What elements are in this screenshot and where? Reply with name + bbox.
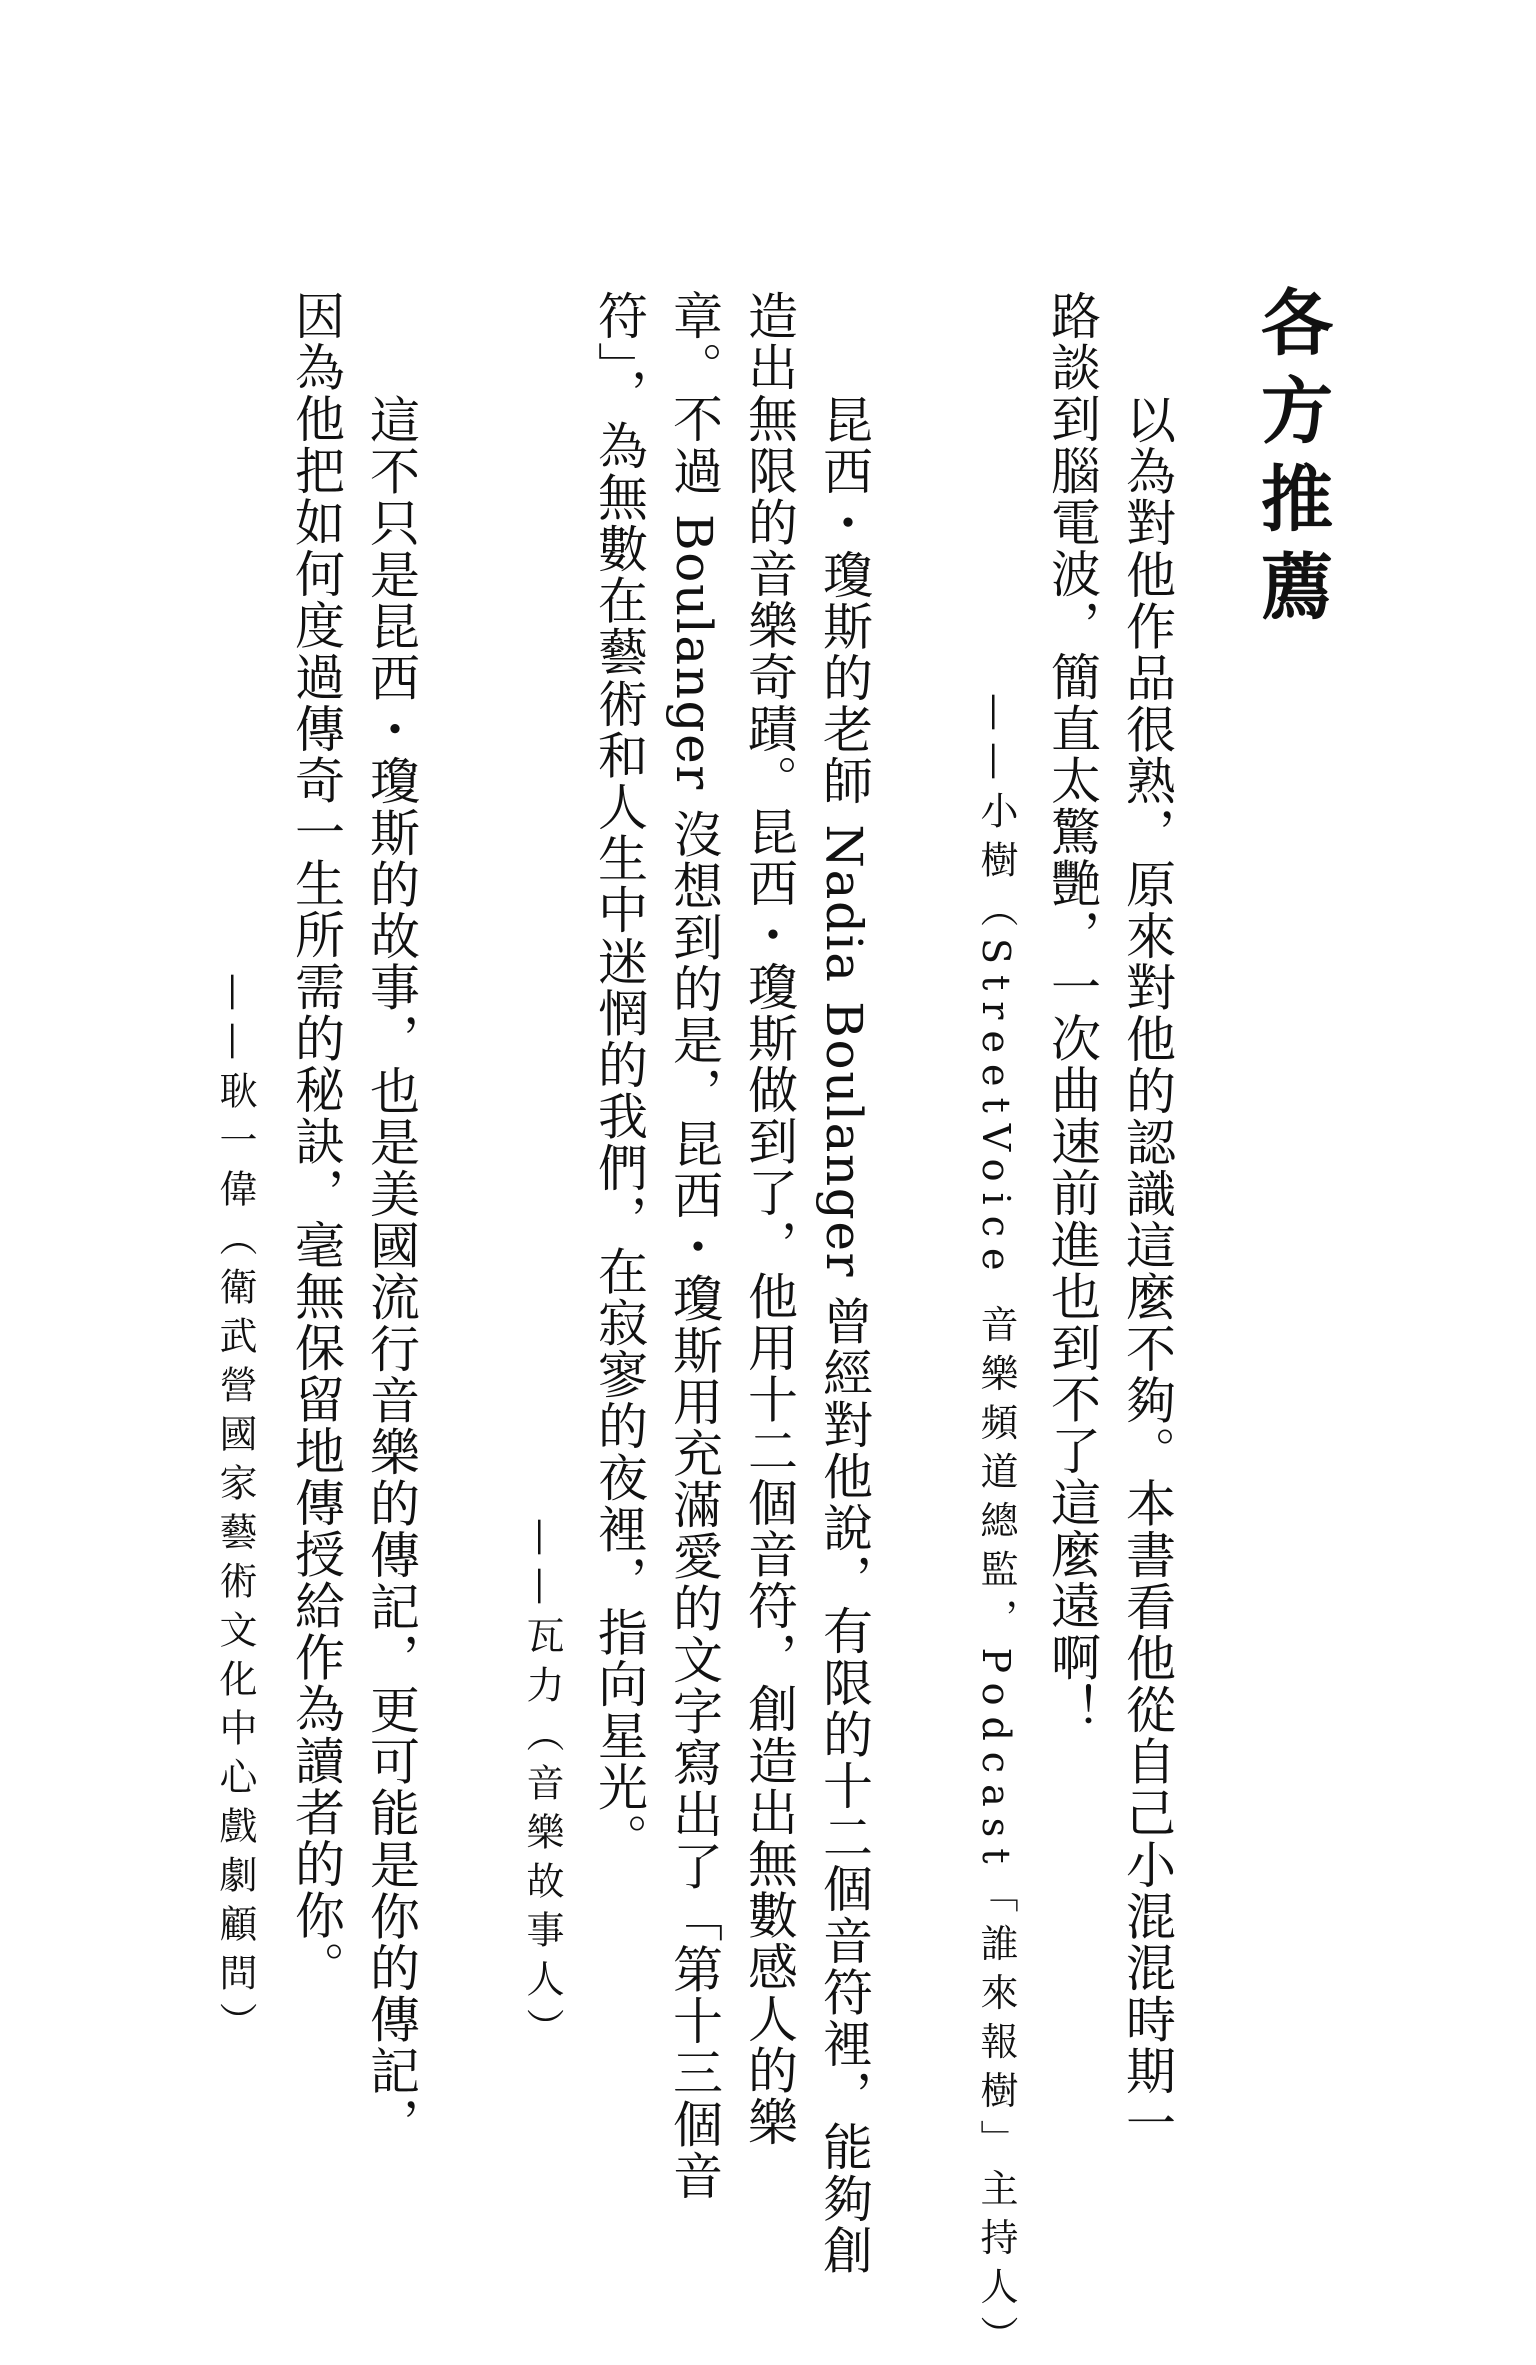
paragraph-3-line-2: 因為他把如何度過傳奇一生所需的秘訣，毫無保留地傳授給作為讀者的你。 — [287, 290, 345, 1993]
paragraph-1-line-1: 以為對他作品很熟，原來對他的認識這麼不夠。本書看他從自己小混混時期一 — [1118, 394, 1176, 2149]
page-title: 各方推薦 — [1249, 285, 1334, 637]
paragraph-3-line-1: 這不只是昆西・瓊斯的故事，也是美國流行音樂的傳記，更可能是你的傳記， — [362, 394, 420, 2149]
paragraph-2-line-3: 章。不過 Boulanger 沒想到的是，昆西・瓊斯用充滿愛的文字寫出了「第十三個音 — [665, 290, 723, 2202]
credit-3: ——耿一偉（衛武營國家藝術文化中心戲劇顧問） — [213, 973, 257, 2051]
credit-2: ——瓦力（音樂故事人） — [520, 1518, 564, 2057]
paragraph-1-line-2: 路談到腦電波，簡直太驚艷，一次曲速前進也到不了這麼遠啊！ — [1043, 290, 1101, 1735]
credit-1: ——小樹（StreetVoice 音樂頻道總監，Podcast「誰來報樹」主持人） — [974, 693, 1018, 2365]
paragraph-2-line-4: 符」，為無數在藝術和人生中迷惘的我們，在寂寥的夜裡，指向星光。 — [590, 290, 648, 1865]
paragraph-2-line-2: 造出無限的音樂奇蹟。昆西・瓊斯做到了，他用十二個音符，創造出無數感人的樂 — [740, 290, 798, 2148]
paragraph-2-line-1: 昆西・瓊斯的老師 Nadia Boulanger 曾經對他說，有限的十二個音符裡，能夠創 — [815, 394, 873, 2276]
